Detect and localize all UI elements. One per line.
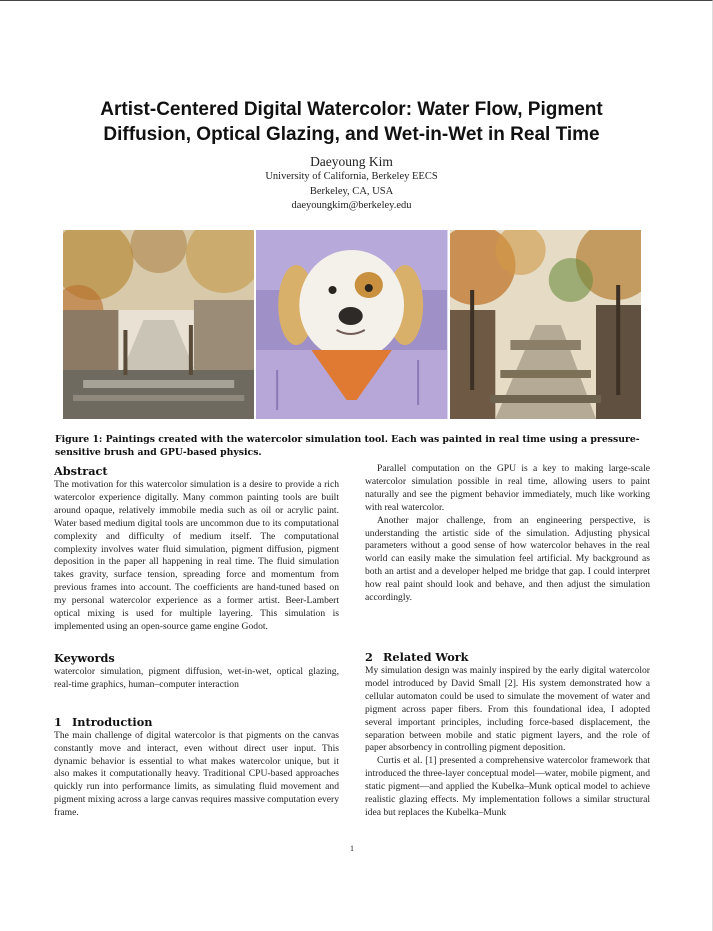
author-email: daeyoungkim@berkeley.edu (291, 200, 412, 211)
introduction-paragraph-1: The main challenge of digital watercolor is that pigments on the canvas constantly move and interact, even without direct user input. This dynamic behavior is essential to what makes watercolor unique, but it also makes it computationally heavy. Traditional CPU-based approaches quickly run into performance limits, as simulating fluid movement and pigment mixing across a large canvas requires massive computation every frame. (54, 729, 339, 819)
watercolor-canal-painting (63, 230, 254, 419)
related-work-paragraph-2: Curtis et al. [1] presented a comprehensive watercolor framework that introduced the three-layer conceptual model—water, mobile pigment, and static pigment—and applied the Kubelka–Munk optical model to achieve realistic glazing effects. My implementation follows a similar structural idea but replaces the Kubelka–Munk (365, 755, 650, 818)
figure-caption: Figure 1: Paintings created with the watercolor simulation tool. Each was painted in real time using a pressure-sensitive brush and GPU-based physics. (55, 434, 640, 458)
alley-painting-image (450, 230, 641, 419)
author-affiliation: University of California, Berkeley EECS (265, 171, 438, 182)
page-number: 1 (350, 844, 354, 853)
related-work-title: Related Work (383, 649, 469, 664)
introduction-paragraph-3: Another major challenge, from an engineering perspective, is understanding the artistic side of the simulation. Adjusting physical parameters without a good sense of how watercolor behaves in the real world can easily make the simulation feel artificial. My background as both an artist and a developer helped me bridge that gap. I could interpret how real paint should look and behave, and then adjust the simulation accordingly. (365, 514, 650, 604)
abstract-heading: Abstract (54, 464, 108, 478)
keywords-heading: Keywords (54, 650, 115, 665)
paper-title-line-1: Artist-Centered Digital Watercolor: Water Flow, Pigment (100, 99, 603, 120)
paper-title (40, 97, 663, 147)
right-column (365, 463, 650, 820)
introduction-paragraph-2: Parallel computation on the GPU is a key to making large-scale watercolor simulation possible in real time, allowing users to paint naturally and see the pigment behavior immediately, much like working with real watercolor. (365, 463, 650, 513)
author-location: Berkeley, CA, USA (309, 185, 394, 197)
watercolor-dog-painting (256, 230, 447, 419)
introduction-title: Introduction (72, 714, 153, 729)
keywords-text: watercolor simulation, pigment diffusion, wet-in-wet, optical glazing, real-time graphics, human–computer interaction (54, 665, 339, 690)
paper-title-line-2: Diffusion, Optical Glazing, and Wet-in-Wet in Real Time (103, 124, 600, 145)
watercolor-alley-painting (450, 230, 641, 419)
author-block (150, 153, 553, 214)
canal-painting-image (63, 230, 254, 419)
abstract-text: The motivation for this watercolor simulation is a desire to provide a rich watercolor experience digitally. Many common painting tools are built around opaque, relatively immobile media such as oil or acrylic paint. Water based medium digital tools are uncommon due to its computational complexity and difficulty of medium itself. The computational complexity involves water fluid simulation, pigment diffusion, pigment deposition in the paper all happening in real time. The fluid simulation takes gravity, surface tension, spreading force and momentum from previous frames into account. The coefficients are hand-tuned based on my personal watercolor experience as a former artist. Beer-Lambert optical mixing is used for multiple layering. This simulation is implemented using an open-source game engine Godot. (54, 479, 339, 632)
dog-painting-image (256, 230, 447, 419)
introduction-heading (54, 714, 339, 730)
teaser-figure (63, 230, 641, 419)
left-column (54, 463, 339, 820)
related-work-paragraph-1: My simulation design was mainly inspired by the early digital watercolor model introduced by David Small [2]. His system demonstrated how a cellular automaton could be used to simulate the movement of water and pigment across paper fibers. From this foundational idea, I adopted several important principles, including force-based displacement, the separation between mobile and static pigment layers, and the role of paper absorbency in controlling pigment deposition. (365, 664, 650, 754)
related-work-heading (365, 649, 650, 665)
author-name: Daeyoung Kim (310, 154, 393, 169)
related-work-number: 2 (365, 649, 373, 664)
introduction-number: 1 (54, 714, 62, 729)
